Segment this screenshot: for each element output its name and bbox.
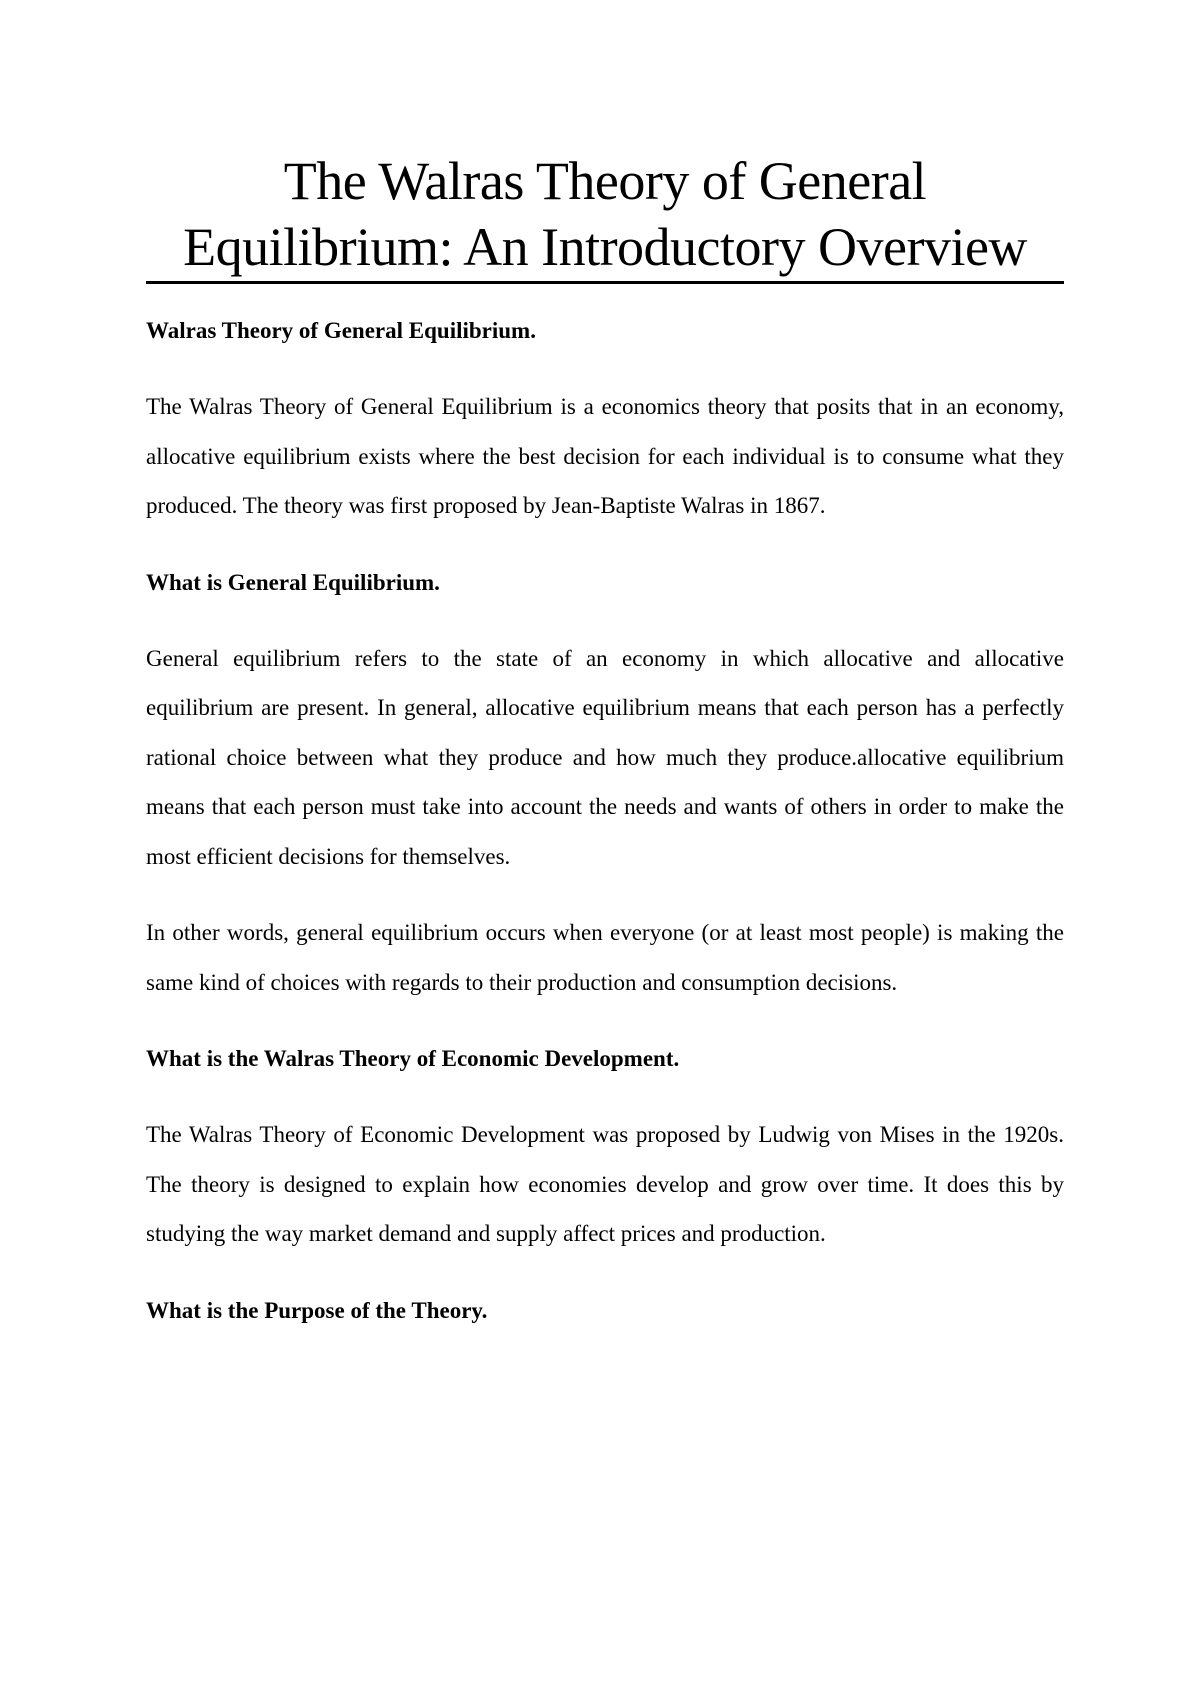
document-body [146, 306, 1064, 1362]
title-line-1: The Walras Theory of General [283, 151, 927, 211]
section-heading-general-equilibrium: What is General Equilibrium. [146, 569, 440, 595]
section-heading-economic-development: What is the Walras Theory of Economic Development. [146, 1046, 680, 1071]
title-underline [146, 281, 1064, 284]
paragraph-economic-development: The Walras Theory of Economic Development was proposed by Ludwig von Mises in the 1920s. The theory is designed to explain how economies develop and grow over time. It does this by studying the way market demand and supply affect prices and production. [146, 1122, 1064, 1246]
section-heading-purpose: What is the Purpose of the Theory. [146, 1297, 488, 1323]
document-title [146, 148, 1064, 280]
paragraph-general-equilibrium-other-words: In other words, general equilibrium occurs when everyone (or at least most people) is making the same kind of choices with regards to their production and consumption decisions. [146, 920, 1064, 995]
paragraph-walras-definition: The Walras Theory of General Equilibrium is a economics theory that posits that in an economy, allocative equilibrium exists where the best decision for each individual is to consume what they produced. The theory was first proposed by Jean-Baptiste Walras in 1867. [146, 394, 1064, 518]
section-heading-walras-theory: Walras Theory of General Equilibrium. [146, 318, 536, 343]
title-line-2: Equilibrium: An Introductory Overview [183, 217, 1027, 277]
paragraph-general-equilibrium-definition: General equilibrium refers to the state of an economy in which allocative and allocative equilibrium are present. In general, allocative equilibrium means that each person has a perfectly rational choice between what they produce and how much they produce.allocative equilibrium means that each person must take into account the needs and wants of others in order to make the most efficient decisions for themselves. [146, 645, 1064, 869]
